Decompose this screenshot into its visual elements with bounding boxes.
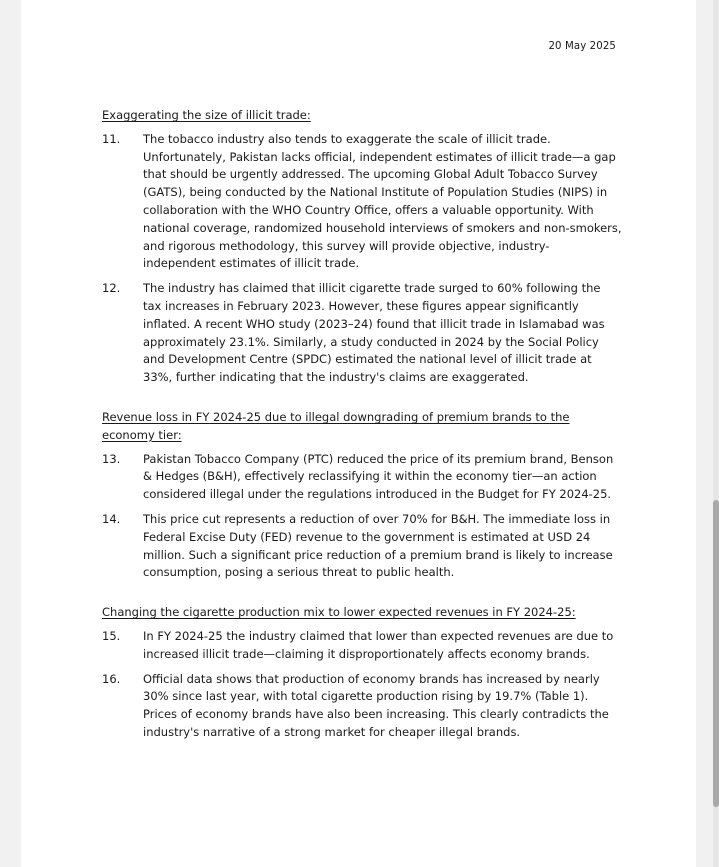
paragraph-text: The tobacco industry also tends to exaggerate the scale of illicit trade. Unfortunately, Pakistan lacks official, independent estimates of illicit trade—a gap that should be urgently addressed. The upcoming Global Adult Tobacco Survey (GATS), being conducted by the National Institute of Population Studies (NIPS) in collaboration with the WHO Country Office, offers a valuable opportunity. With national coverage, randomized household interviews of smokers and non-smokers, and rigorous methodology, this survey will provide objective, industry-independent estimates of illicit trade. [143,131,622,271]
section-production-mix [102,604,622,742]
section-heading: Revenue loss in FY 2024-25 due to illegal downgrading of premium brands to the economy tier: [102,409,570,442]
paragraph-12 [102,280,622,387]
document-date: 20 May 2025 [548,41,616,52]
section-revenue-loss [102,409,622,582]
paragraph-14 [102,511,622,582]
paragraph-text: Official data shows that production of economy brands has increased by nearly 30% since last year, with total cigarette production rising by 19.7% (Table 1). Prices of economy brands have also been increasing. This clearly contradicts the industry's narrative of a strong market for cheaper illegal brands. [143,671,609,739]
vertical-scrollbar[interactable] [713,0,719,867]
paragraph-number: 12. [102,281,121,296]
paragraph-16 [102,671,622,742]
paragraph-text: Pakistan Tobacco Company (PTC) reduced the price of its premium brand, Benson & Hedges (B&H), effectively reclassifying it within the economy tier—an action considered illegal under the regulations introduced in the Budget for FY 2024-25. [143,451,614,502]
document-page [21,0,696,867]
document-body [102,107,622,764]
paragraph-text: The industry has claimed that illicit cigarette trade surged to 60% following the tax increases in February 2023. However, these figures appear significantly inflated. A recent WHO study (2023–24) found that illicit trade in Islamabad was approximately 23.1%. Similarly, a study conducted in 2024 by the Social Policy and Development Centre (SPDC) estimated the national level of illicit trade at 33%, further indicating that the industry's claims are exaggerated. [143,281,605,385]
paragraph-15 [102,628,622,664]
paragraph-number: 15. [102,628,121,643]
scrollbar-thumb[interactable] [713,500,719,807]
paragraph-number: 11. [102,131,121,146]
section-heading: Exaggerating the size of illicit trade: [102,108,311,122]
paragraph-11 [102,131,622,273]
paragraph-number: 14. [102,511,121,526]
paragraph-number: 16. [102,671,121,686]
section-illicit-trade [102,107,622,387]
paragraph-13 [102,451,622,504]
paragraph-text: In FY 2024-25 the industry claimed that lower than expected revenues are due to increased illicit trade—claiming it disproportionately affects economy brands. [143,628,614,661]
paragraph-text: This price cut represents a reduction of over 70% for B&H. The immediate loss in Federal Excise Duty (FED) revenue to the government is estimated at USD 24 million. Such a significant price reduction of a premium brand is likely to increase consumption, posing a serious threat to public health. [143,511,613,580]
paragraph-number: 13. [102,451,121,466]
section-heading: Changing the cigarette production mix to lower expected revenues in FY 2024-25: [102,605,576,620]
